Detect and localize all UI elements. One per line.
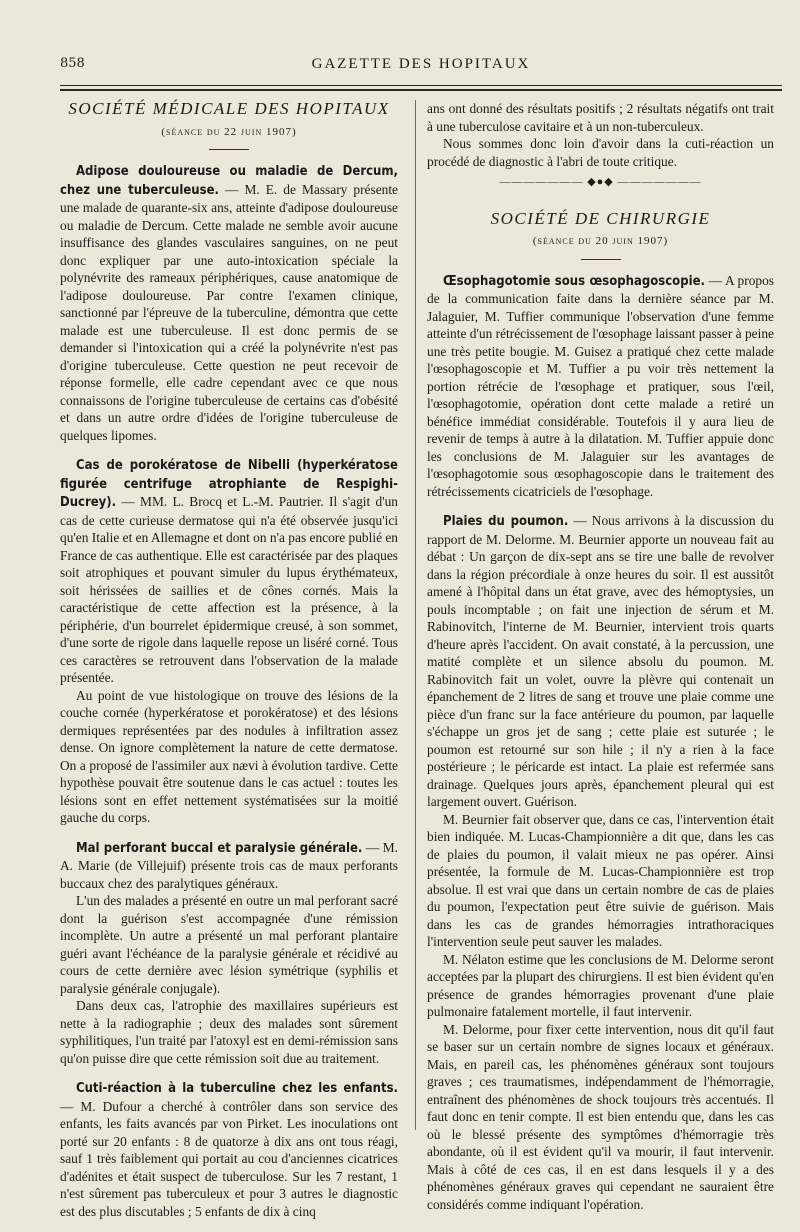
journal-title: GAZETTE DES HOPITAUX	[311, 56, 531, 72]
article-title: Mal perforant buccal et paralysie générale.	[76, 840, 363, 856]
article-title: Adipose douloureuse ou maladie de Dercum, chez une tuberculeuse.	[60, 164, 398, 198]
left-column	[60, 100, 398, 1232]
article-paragraph: M. Nélaton estime que les conclusions de M. Delorme seront acceptées par la plupart des chirurgiens. Il est bien évident qu'en présence de grandes hémorragies provenant d'une plaie pulmonaire fatalement mortelle, il faut intervenir.	[427, 951, 774, 1019]
section-rule	[581, 259, 621, 260]
article-plaies-poumon	[427, 512, 774, 1213]
article-text: — M. A. Marie (de Villejuif) présente trois cas de maux perforants buccaux chez des paralytiques généraux.	[60, 839, 398, 891]
continuation-paragraph: ans ont donné des résultats positifs ; 2 résultats négatifs ont trait à une tuberculose cavitaire et à un non-tuberculeux.	[427, 101, 774, 134]
session-date: (séance du 20 juin 1907)	[532, 235, 669, 247]
article-title: Cas de porokératose de Nibelli (hyperkératose figurée centrifuge atrophiante de Respighi-Ducrey).	[60, 458, 398, 510]
article-title: Cuti-réaction à la tuberculine chez les enfants.	[76, 1081, 398, 1096]
page-number: 858	[60, 56, 85, 71]
continuation-paragraph: Nous sommes donc loin d'avoir dans la cuti-réaction un procédé de diagnostic à l'abri de toute critique.	[427, 136, 774, 169]
article-oesophagotomie	[427, 272, 774, 501]
page-header	[60, 56, 782, 78]
article-text: — M. E. de Massary présente une malade de quarante-six ans, atteinte d'adipose douloureuse ou maladie de Dercum. Cette malade ne semble avoir aucune insuffisance des glandes vasculaires sanguines, on ne peut donc expliquer par une auto-intoxication spéciale la polynévrite des rameaux périphériques, cause anatomique de l'adipose douloureuse. Par contre l'examen clinique, sanctionné par l'épreuve de la tuberculine, démontra que cette malade est une tuberculeuse. Il est donc permis de se demander si l'intoxication qui a créé la polynévrite n'est pas d'origine tuberculeuse. Cette question ne peut recevoir de réponse formelle, elle cadre cependant avec ce que nous connaissons de l'origine tuberculeuse de certains cas d'obésité et dans un autre ordre d'idées de l'origine tuberculeuse de quelques lipomes.	[60, 181, 398, 443]
header-rule-bottom	[60, 89, 782, 91]
section-rule	[209, 149, 249, 150]
article-porokeratose	[60, 456, 398, 827]
article-text: — MM. L. Brocq et L.-M. Pautrier. Il s'agit d'un cas de cette curieuse dermatose qui n'a été observée jusqu'ici qu'en Italie et en Allemagne et dont on n'a pas encore publié en France de cas authentique. Elle est caractérisée par des plaques soit atrophiques et pouvant simuler du lupus érythémateux, soit hérissées de saillies et de cônes cornés. Mais la caractéristique de cette affection est la présence, à la périphérie, d'un bourrelet épidermique creusé, à son sommet, d'une sorte de rigole dans laquelle repose un liséré corné. Tous ces caractères se retrouvent dans l'observation de la malade présentée.	[60, 494, 398, 685]
article-paragraph: Dans deux cas, l'atrophie des maxillaires supérieurs est nette à la radiographie ; deux des malades sont sûrement syphilitiques, l'un traité par l'atoxyl est en demi-rémission sans qu'on puisse dire que cette rémission soit due au traitement.	[60, 998, 398, 1066]
right-column	[427, 100, 774, 1225]
article-text: — Nous arrivons à la discussion du rapport de M. Delorme. M. Beurnier apporte un nouveau fait au débat : Un garçon de dix-sept ans se tire une balle de revolver dans la région précordiale à onze heures du soir. Il est aussitôt amené à l'hôpital dans un état grave, avec des hémoptysies, un pouls incomptable ; on fait une injection de sérum et M. Rabinovitch, l'interne de M. Beurnier, intervient trois quarts d'heure après l'accident. On avait constaté, à la percussion, une matité complète et un silence absolu du poumon. M. Rabinovitch fait un volet, ouvre la plèvre qui contenait un épanchement de 2 litres de sang et trouve une plaie comme une pièce d'un franc sur la face antérieure du poumon, par laquelle s'échappe un gros jet de sang ; cette plaie est suturée ; le poumon est retourné sur son hile ; il n'y a rien à la face postérieure ; le péricarde est intact. La plaie est refermée sans drainage. Quelques jours après, épanchement pleural qui est largement ouvert. Guérison.	[427, 513, 774, 809]
session-date: (séance du 22 juin 1907)	[161, 125, 297, 138]
article-text: — M. Dufour a cherché à contrôler dans son service des enfants, les faits avancés par von Pirket. Les inoculations ont porté sur 20 enfants : 8 de quatorze à dix ans ont tous réagi, sauf 1 très faiblement qui portait au cou d'anciennes cicatrices d'adénites et était suspect de tuberculose. Sur les 7 restant, 1 n'est sûrement pas tuberculeux et pour 3 autres le diagnostic est des plus discutables ; 5 enfants de dix à cinq	[60, 1098, 398, 1219]
article-cuti-reaction	[60, 1079, 398, 1220]
society-title: SOCIÉTÉ MÉDICALE DES HOPITAUX	[68, 99, 390, 118]
article-mal-perforant	[60, 839, 398, 1068]
column-divider	[415, 100, 416, 1130]
article-dercum	[60, 162, 398, 444]
society-title: SOCIÉTÉ DE CHIRURGIE	[490, 208, 711, 228]
article-title: Œsophagotomie sous œsophagoscopie.	[443, 273, 705, 289]
article-paragraph: L'un des malades a présenté en outre un mal perforant sacré dont la guérison s'est accompagnée d'une rémission incomplète. Un autre a présenté un mal perforant plantaire guéri avant l'échéance de la paralysie générale et récidivé au cours de cette dernière avec lésion symétrique (syphilis et paralysie générale conjugale).	[60, 893, 398, 996]
header-rule-top	[60, 85, 782, 86]
article-paragraph: Au point de vue histologique on trouve des lésions de la couche cornée (hyperkératose et porokératose) et des lésions dermiques représentées par des nodules à infiltration assez dense. On ignore complètement la nature de cette dermatose. On a proposé de l'assimiler aux nævi à évolution tardive. Cette hypothèse pouvait être soutenue dans le cas actuel : toutes les lésions sont en effet nettement systématisées sur la moitié gauche du corps.	[60, 687, 398, 825]
ornament-separator: ——————— ◆●◆ ———————	[499, 176, 702, 188]
article-paragraph: M. Beurnier fait observer que, dans ce cas, l'intervention était bien indiquée. M. Lucas-Championnière a dit que, dans les cas de plaies du poumon, il valait mieux ne pas opérer. Ainsi présentée, la formule de M. Lucas-Championnière est trop absolue. Il est vrai que dans un certain nombre de cas de plaies du poumon, l'expectation peut être suivie de guérison. Mais dans les cas de grandes hémorragies intrathoraciques l'intervention seule peut sauver les malades.	[427, 811, 774, 949]
article-title: Plaies du poumon.	[443, 514, 569, 529]
article-text: — A propos de la communication faite dans la dernière séance par M. Jalaguier, M. Tuffier communique l'observation d'une femme atteinte d'un rétrécissement de l'œsophage laissant passer à peine une très petite bougie. M. Guisez a pratiqué chez cette malade l'œsophagoscopie et M. Tuffier a pu voir très nettement la portion rétrécie de l'œsophage et pratiquer, sous l'œil, l'œsophagotomie, opération dont cette malade a retiré un bénéfice immédiat considérable. Toutefois il y aura lieu de revenir de temps à autre à la dilatation. M. Tuffier appuie donc les conclusions de M. Jalaguier sur les avantages de l'œsophagotomie sous œsophagoscopie dans le traitement des rétrécissements cicatriciels de l'œsophage.	[427, 272, 774, 499]
article-paragraph: M. Delorme, pour fixer cette intervention, nous dit qu'il faut se baser sur un certain nombre de signes locaux et généraux. Mais, en pareil cas, les phénomènes généraux sont toujours graves ; ces traumatismes, indépendamment de l'hémorragie, entraînent des phénomènes de shock toujours très accentués. Il faut donc en tenir compte. Il est bien entendu que, dans les cas où le blessé présente des symptômes d'hémorragie très abondante, où il est évident qu'il va mourir, il faut intervenir. Mais à côté de ces cas, il en est dans lesquels il y a des phénomènes généraux graves qui cependant ne sauraient être considérés comme indiquant l'opération.	[427, 1021, 774, 1212]
